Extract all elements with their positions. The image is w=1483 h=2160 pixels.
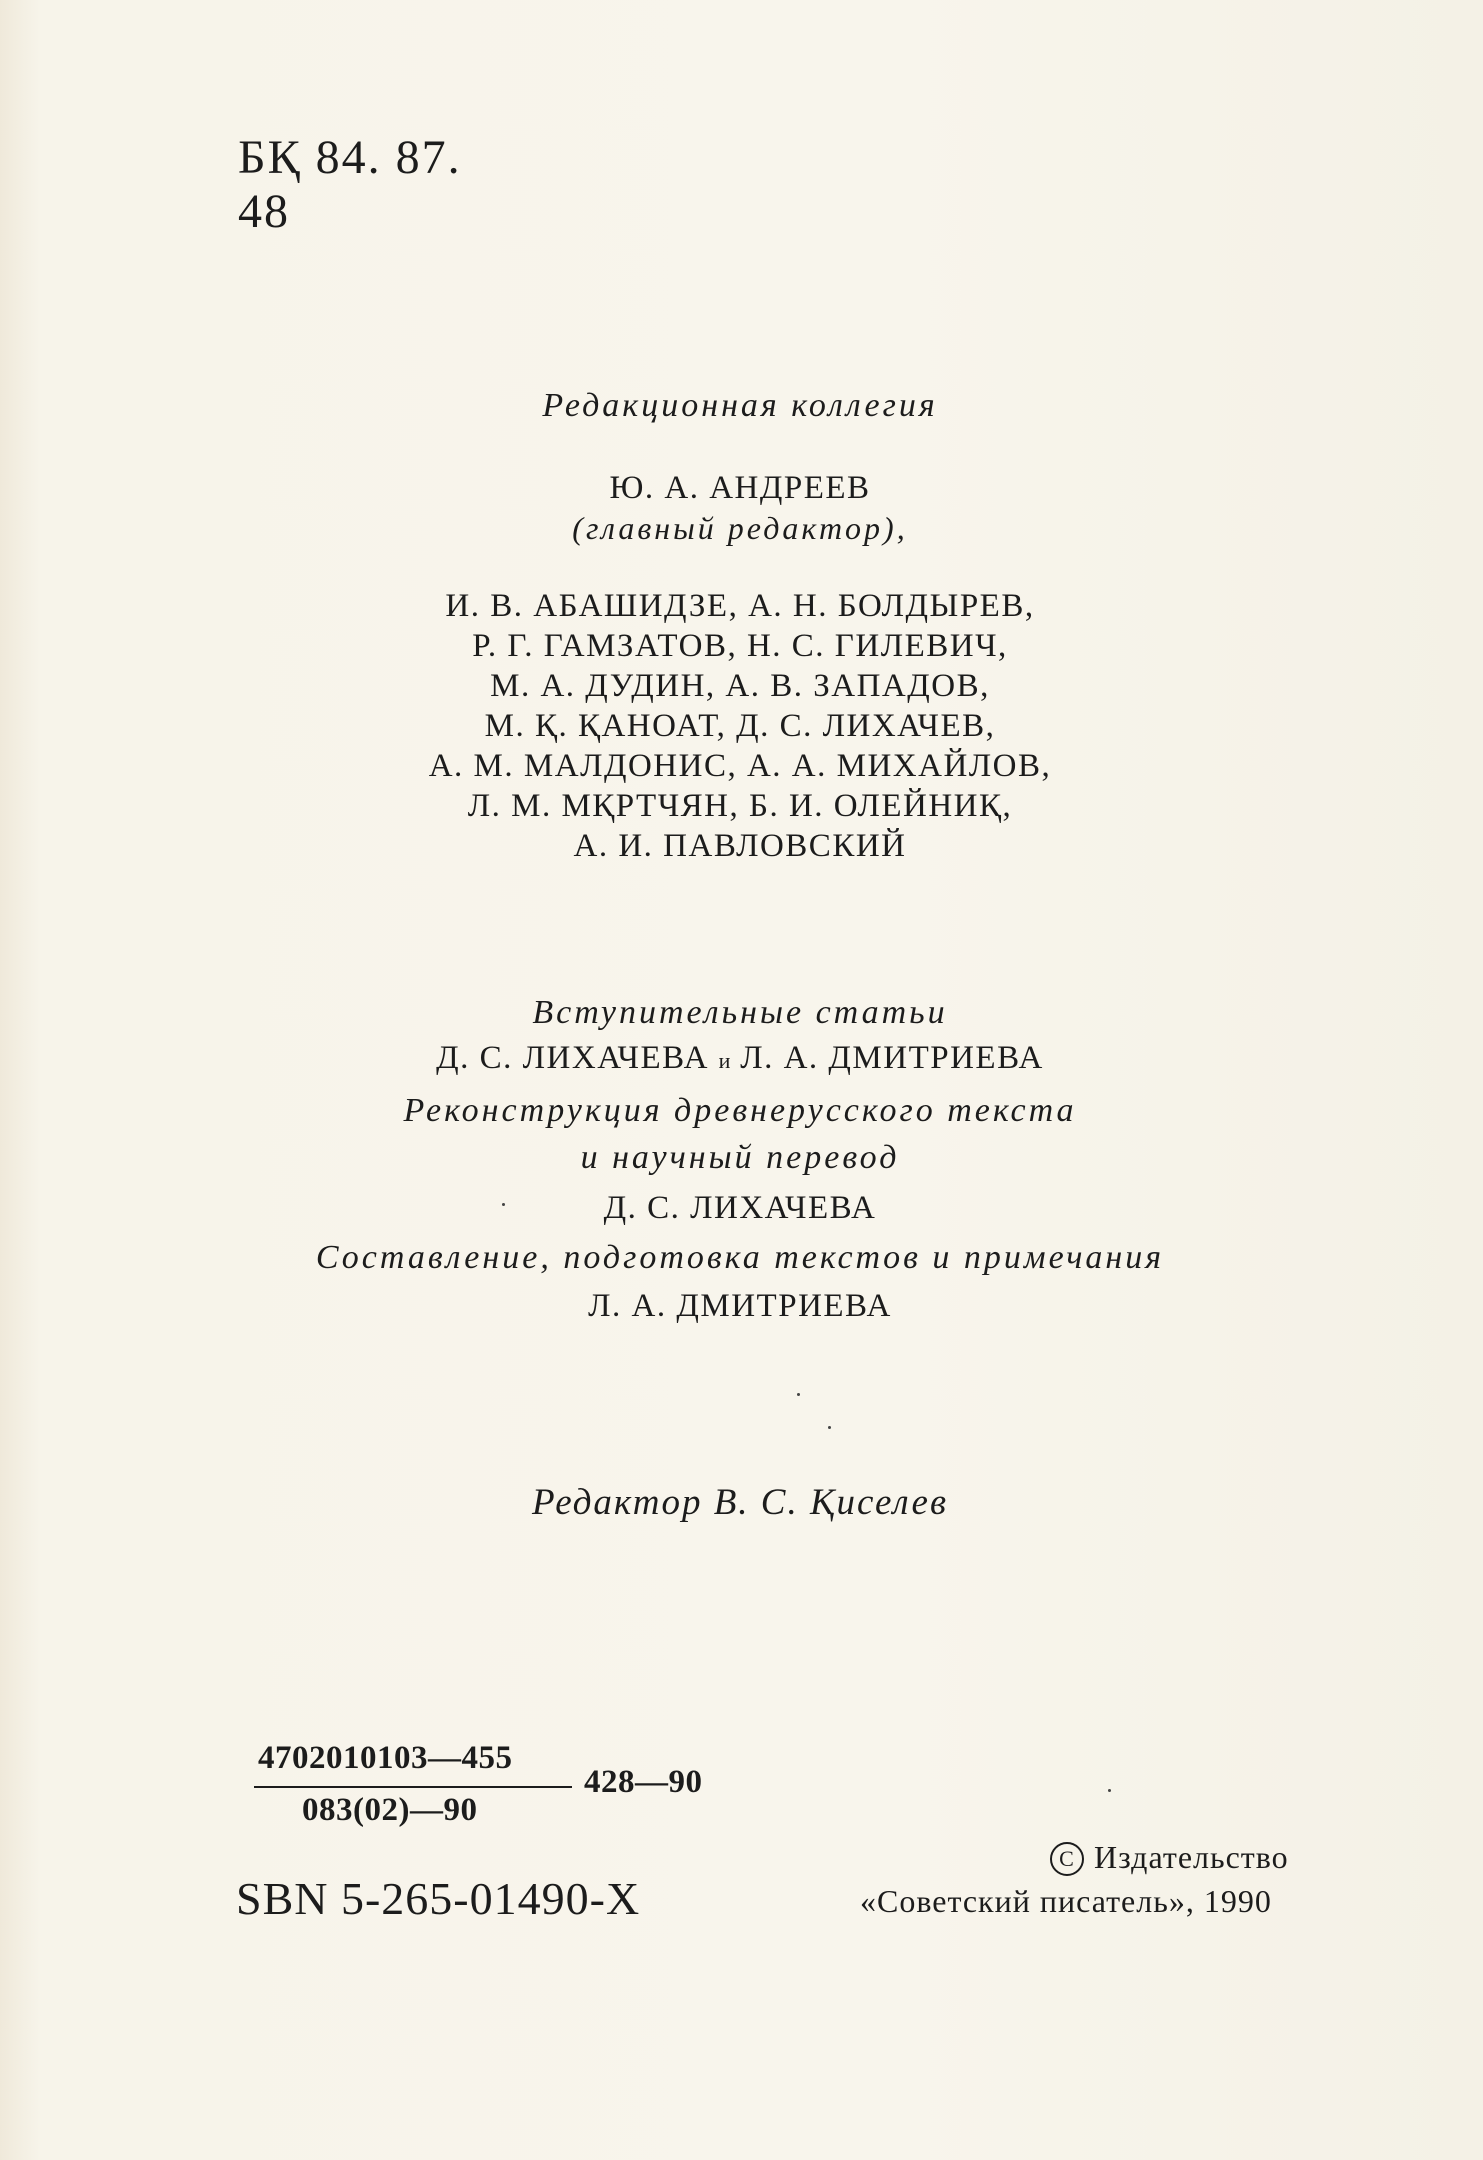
board-member-line: И. В. АБАШИДЗЕ, А. Н. БОЛДЫРЕВ, — [445, 588, 1035, 624]
board-member-line: А. М. МАЛДОНИС, А. А. МИХАЙЛОВ, — [428, 748, 1052, 784]
isbn: SBN 5-265-01490-X — [236, 1873, 641, 1924]
intro-author-a: Д. С. ЛИХАЧЕВА — [436, 1040, 709, 1076]
reconstruction-label-line2: и научный перевод — [580, 1139, 900, 1176]
imprint-fraction-bottom: 083(02)—90 — [302, 1792, 478, 1828]
classification-code-line1: БҚ 84. 87. — [238, 131, 462, 184]
intro-author-b: Л. А. ДМИТРИЕВА — [740, 1040, 1044, 1076]
imprint-fraction-rule — [254, 1786, 572, 1788]
print-speck — [828, 1426, 831, 1429]
publisher-name-label: Издательство — [1094, 1839, 1289, 1875]
compilation-label: Составление, подготовка текстов и примечания — [315, 1239, 1165, 1276]
intro-articles-label: Вступительные статьи — [532, 994, 948, 1031]
editorial-board-heading: Редакционная коллегия — [542, 387, 938, 424]
board-member-line: А. И. ПАВЛОВСКИЙ — [573, 828, 907, 864]
board-member-line: М. Қ. ҚАНОАТ, Д. С. ЛИХАЧЕВ, — [484, 708, 996, 744]
print-speck — [502, 1203, 505, 1206]
publisher-line1 — [1050, 1834, 1289, 1880]
reconstruction-author: Д. С. ЛИХАЧЕВА — [603, 1190, 877, 1226]
intro-articles-authors — [300, 1038, 1180, 1081]
imprint-fraction-top: 4702010103—455 — [258, 1740, 513, 1776]
chief-editor-role: (главный редактор), — [572, 510, 908, 546]
intro-conjunction: и — [718, 1048, 731, 1073]
print-speck — [797, 1393, 800, 1396]
board-member-line: Р. Г. ГАМЗАТОВ, Н. С. ГИЛЕВИЧ, — [472, 628, 1008, 664]
board-member-line: М. А. ДУДИН, А. В. ЗАПАДОВ, — [490, 668, 990, 704]
reconstruction-label-line1: Реконструкция древнерусского текста — [403, 1092, 1077, 1129]
board-member-line: Л. М. МҚРТЧЯН, Б. И. ОЛЕЙНИҚ, — [467, 788, 1013, 824]
editor-credit: Редактор В. С. Қиселев — [531, 1482, 949, 1523]
chief-editor-name: Ю. А. АНДРЕЕВ — [609, 470, 871, 506]
publisher-line2: «Советский писатель», 1990 — [860, 1883, 1272, 1919]
classification-code-line2: 48 — [238, 185, 290, 238]
compilation-author: Л. А. ДМИТРИЕВА — [588, 1288, 892, 1324]
print-speck — [1108, 1789, 1111, 1792]
copyright-icon: C — [1050, 1842, 1084, 1876]
imprint-order-code: 428—90 — [584, 1764, 703, 1800]
